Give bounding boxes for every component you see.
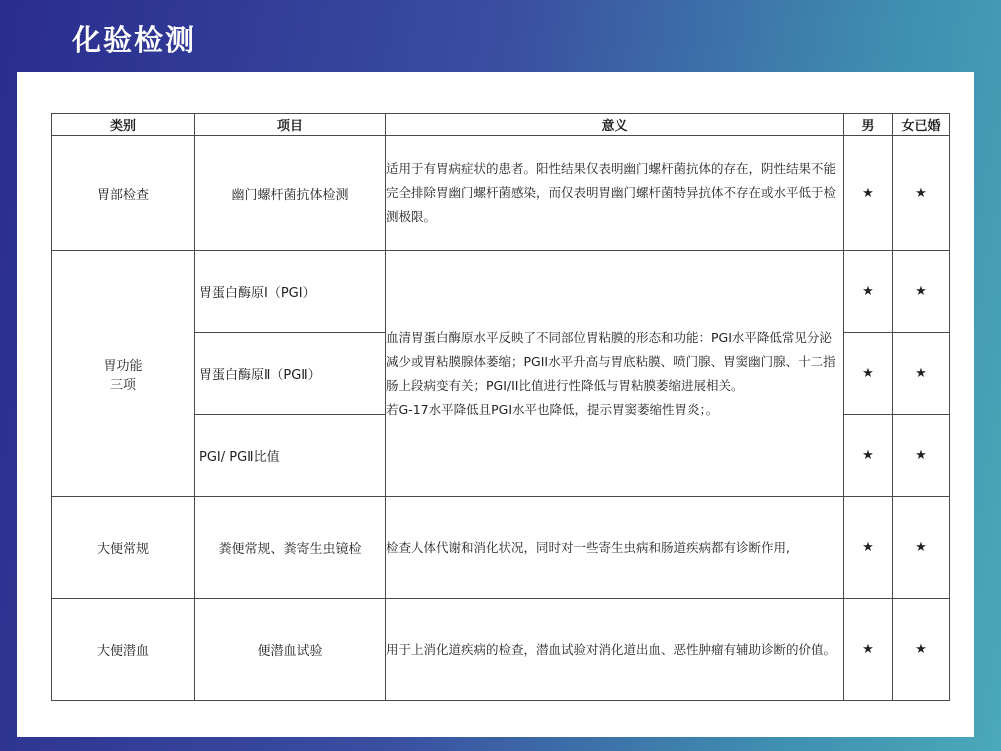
table-header-row [52,114,950,136]
category-cell: 大便潜血 [52,599,195,701]
item-cell: 胃蛋白酶原Ⅰ（PGⅠ） [195,251,386,333]
table-row [52,136,950,251]
item-cell: 胃蛋白酶原Ⅱ（PGⅡ） [195,333,386,415]
female-married-star: ★ [893,497,950,599]
meaning-cell [386,251,844,497]
header-item: 项目 [195,114,386,136]
female-married-star: ★ [893,136,950,251]
female-married-star: ★ [893,415,950,497]
meaning-cell: 用于上消化道疾病的检查，潜血试验对消化道出血、恶性肿瘤有辅助诊断的价值。 [386,599,844,701]
female-married-star: ★ [893,333,950,415]
header-category: 类别 [52,114,195,136]
header-meaning: 意义 [386,114,844,136]
male-star: ★ [844,415,893,497]
category-cell: 大便常规 [52,497,195,599]
header-female-married: 女已婚 [893,114,950,136]
category-cell [52,251,195,497]
male-star: ★ [844,599,893,701]
male-star: ★ [844,497,893,599]
meaning-cell: 适用于有胃病症状的患者。阳性结果仅表明幽门螺杆菌抗体的存在，阴性结果不能完全排除胃幽门螺杆菌感染，而仅表明胃幽门螺杆菌特异抗体不存在或水平低于检测极限。 [386,136,844,251]
exam-table [51,113,950,701]
category-line: 胃功能 [103,358,143,374]
male-star: ★ [844,136,893,251]
male-star: ★ [844,251,893,333]
item-cell: 粪便常规、粪寄生虫镜检 [195,497,386,599]
content-panel [17,72,974,737]
table-row [52,497,950,599]
item-cell: PGⅠ/ PGⅡ比值 [195,415,386,497]
table-row [52,251,950,333]
category-cell: 胃部检查 [52,136,195,251]
header-male: 男 [844,114,893,136]
table-row [52,599,950,701]
item-cell: 便潜血试验 [195,599,386,701]
item-cell: 幽门螺杆菌抗体检测 [195,136,386,251]
meaning-paragraph: 若G-17水平降低且PGⅠ水平也降低，提示胃窦萎缩性胃炎；。 [386,401,719,417]
meaning-cell: 检查人体代谢和消化状况，同时对一些寄生虫病和肠道疾病都有诊断作用, [386,497,844,599]
category-line: 三项 [109,377,136,393]
meaning-paragraph: 血清胃蛋白酶原水平反映了不同部位胃粘膜的形态和功能：PGI水平降低常见分泌减少或胃粘膜腺体萎缩；PGII水平升高与胃底粘膜、喷门腺、胃窦幽门腺、十二指肠上段病变有关；PGI/II比值进行性降低与胃粘膜萎缩进展相关。 [386,329,836,393]
page-title: 化验检测 [72,23,197,57]
male-star: ★ [844,333,893,415]
female-married-star: ★ [893,599,950,701]
female-married-star: ★ [893,251,950,333]
